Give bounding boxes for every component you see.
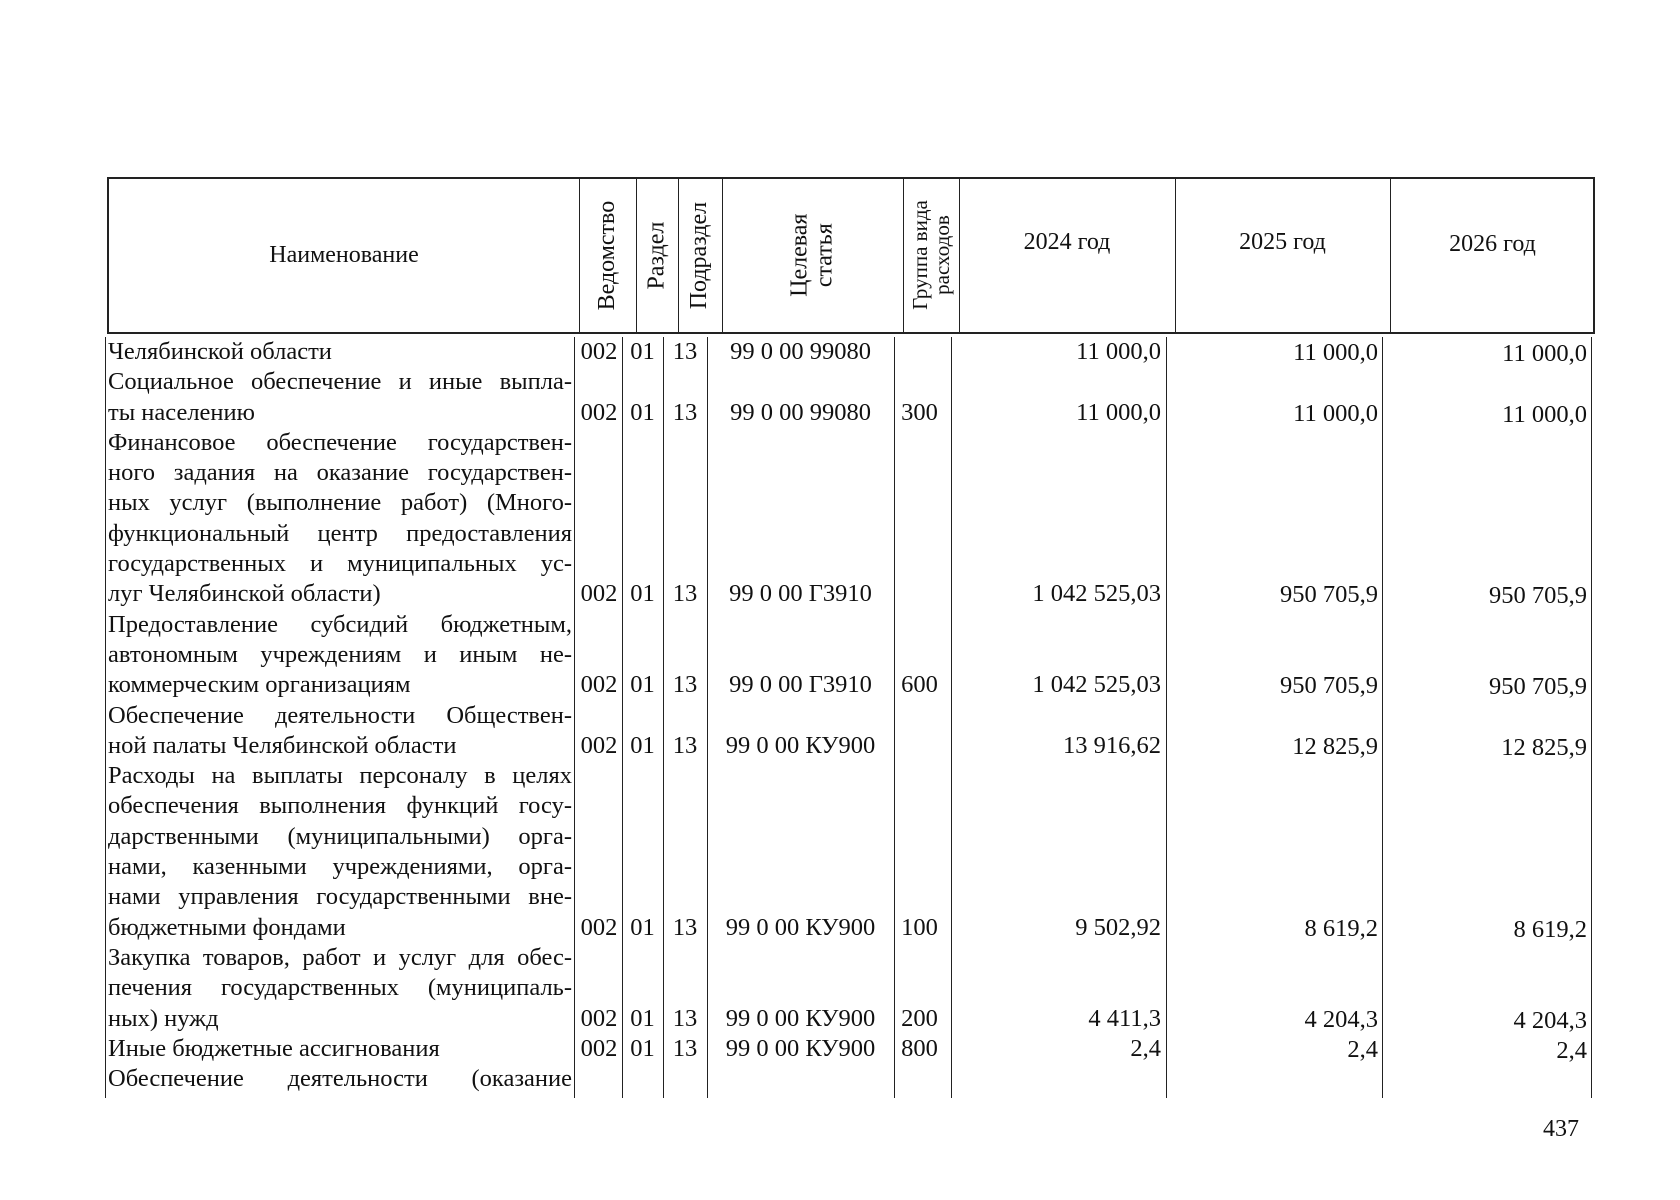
cell-subsection: 13 [672,913,698,941]
cell-target: 99 0 00 КУ900 [725,913,876,941]
cell-y2025: 12 825,9 [1292,732,1378,760]
cell-target: 99 0 00 99080 [730,338,871,365]
row-name-line: Иные бюджетные ассигнования [108,1034,440,1062]
cell-group: 600 [901,671,938,699]
header-name-label: Наименование [269,242,419,269]
cell-y2025: 950 705,9 [1280,581,1378,609]
row-name-line: бюджетными фондами [108,913,346,941]
row-name [105,1064,574,1094]
cell-subsection: 13 [672,338,698,365]
cell-target: 99 0 00 КУ900 [725,1034,876,1062]
cell-y2026: 8 619,2 [1513,915,1587,943]
cell-y2025: 8 619,2 [1304,914,1378,942]
row-name-line: Финансовое обеспечение государствен- [108,428,572,456]
cell-section: 01 [630,1034,655,1062]
row-name [105,428,574,610]
header-target-label [787,214,837,297]
cell-subsection: 13 [672,1034,698,1062]
header-2024 [959,179,1175,332]
header-target [722,179,903,332]
cell-y2026: 11 000,0 [1502,340,1587,367]
header-name [109,179,579,332]
cell-y2026: 950 705,9 [1489,673,1587,701]
cell-y2024: 4 411,3 [1088,1004,1161,1032]
cell-y2026: 12 825,9 [1501,733,1587,761]
cell-target: 99 0 00 Г3910 [729,671,872,699]
row-name-line: Обеспечение деятельности Обществен- [108,701,572,729]
cell-subsection: 13 [672,1004,698,1032]
row-name-line: автономным учреждениям и иным не- [108,640,572,668]
header-group [903,179,959,332]
header-2026-label: 2026 год [1449,231,1536,257]
row-name-line: Закупка товаров, работ и услуг для обес- [108,944,572,971]
row-name [105,943,574,1034]
cell-y2024: 2,4 [1130,1034,1161,1062]
cell-dept: 002 [580,913,618,941]
row-name-line: государственных и муниципальных ус- [108,550,572,578]
header-dept-label: Ведомство [593,200,620,311]
cell-dept: 002 [580,671,618,699]
column-divider [663,337,664,1098]
cell-y2025: 4 204,3 [1304,1005,1378,1033]
row-name-line: ной палаты Челябинской области [108,731,457,759]
row-name-line: ного задания на оказание государствен- [108,459,572,487]
header-section [636,179,678,332]
cell-subsection: 13 [672,580,698,608]
header-dept [579,179,636,332]
row-name-line: Челябинской области [108,338,332,365]
header-group-line2: расходов [930,215,954,296]
row-name-line: нами, казенными учреждениями, орга- [108,853,572,881]
row-name-line: нами управления государственными вне- [108,883,572,911]
row-name [105,701,574,762]
cell-dept: 002 [580,731,618,759]
cell-dept: 002 [580,1034,618,1062]
cell-subsection: 13 [672,398,698,426]
column-divider [707,337,708,1098]
cell-y2026: 4 204,3 [1513,1006,1587,1034]
header-2025 [1175,179,1390,332]
column-divider [894,337,895,1098]
cell-y2024: 1 042 525,03 [1032,671,1161,699]
row-name [105,610,574,701]
cell-dept: 002 [580,398,618,426]
row-name-line: дарственными (муниципальными) орга- [108,822,572,850]
header-subsection [678,179,722,332]
cell-group: 200 [901,1004,938,1032]
row-name-line: ных услуг (выполнение работ) (Много- [108,489,572,517]
row-name-line: ты населению [108,398,255,426]
cell-y2025: 2,4 [1347,1035,1378,1063]
row-name-line: Предоставление субсидий бюджетным, [108,610,572,638]
row-name-line: ных) нужд [108,1004,219,1032]
cell-y2024: 11 000,0 [1076,338,1161,365]
row-name-line: печения государственных (муниципаль- [108,974,572,1002]
page-number: 437 [1543,1116,1579,1142]
cell-dept: 002 [580,580,618,608]
row-name [105,761,574,943]
cell-section: 01 [630,580,655,608]
cell-target: 99 0 00 99080 [730,398,871,426]
header-2026 [1390,179,1595,332]
column-divider [1166,337,1167,1098]
cell-section: 01 [630,338,655,365]
cell-subsection: 13 [672,671,698,699]
cell-y2025: 11 000,0 [1293,399,1378,427]
row-name-line: Расходы на выплаты персоналу в целях [108,762,572,790]
cell-y2025: 950 705,9 [1280,672,1378,700]
header-2024-label: 2024 год [1023,229,1111,255]
cell-y2024: 13 916,62 [1063,731,1161,759]
cell-y2026: 2,4 [1556,1036,1587,1064]
cell-y2024: 11 000,0 [1076,398,1161,426]
cell-section: 01 [630,913,655,941]
cell-y2026: 11 000,0 [1502,400,1587,428]
header-group-label [909,201,953,311]
cell-group: 800 [901,1034,938,1062]
row-name [105,1034,574,1064]
column-divider [1591,337,1592,1098]
cell-y2026: 950 705,9 [1489,582,1587,610]
cell-y2024: 9 502,92 [1075,913,1161,941]
header-target-line2: статья [811,223,838,288]
row-name [105,337,574,367]
row-name-line: обеспечения выполнения функций госу- [108,792,572,820]
header-group-line1: Группа вида [907,200,932,311]
column-divider [574,337,575,1098]
cell-group: 100 [901,913,938,941]
header-target-line1: Целевая [786,213,813,298]
row-name-line: функциональный центр предоставления [108,519,572,547]
row-name-line: Социальное обеспечение и иные выпла- [108,368,572,396]
row-name-line: коммерческим организациям [108,671,411,699]
cell-y2025: 11 000,0 [1293,339,1378,366]
cell-section: 01 [630,1004,655,1032]
header-subsection-label: Подраздел [686,201,713,310]
cell-target: 99 0 00 КУ900 [725,1004,876,1032]
cell-section: 01 [630,398,655,426]
cell-dept: 002 [580,338,618,365]
cell-y2024: 1 042 525,03 [1032,580,1161,608]
cell-subsection: 13 [672,731,698,759]
column-divider [951,337,952,1098]
cell-section: 01 [630,671,655,699]
column-divider [622,337,623,1098]
row-name-line: луг Челябинской области) [108,580,381,608]
column-divider [1382,337,1383,1098]
header-2025-label: 2025 год [1239,229,1326,255]
cell-dept: 002 [580,1004,618,1032]
cell-section: 01 [630,731,655,759]
row-name [105,367,574,428]
row-name-line: Обеспечение деятельности (оказание [108,1065,572,1093]
table-header [107,177,1595,334]
cell-target: 99 0 00 Г3910 [729,580,872,608]
cell-target: 99 0 00 КУ900 [725,731,876,759]
header-section-label: Раздел [643,221,670,290]
cell-group: 300 [901,398,938,426]
